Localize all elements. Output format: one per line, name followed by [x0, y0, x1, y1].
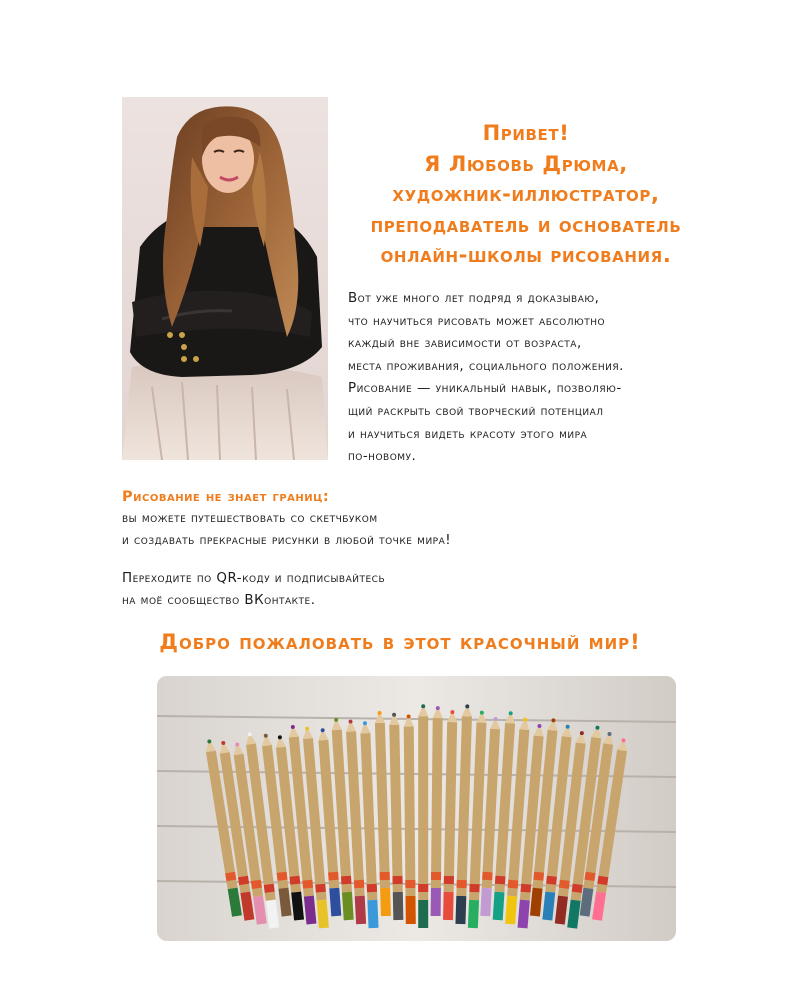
portrait-photo: [122, 97, 328, 460]
intro-line: что научиться рисовать может абсолютно: [348, 313, 606, 329]
qr-section: [122, 568, 722, 612]
pencil-stripe: [251, 880, 262, 889]
pencil-stripe: [457, 880, 467, 888]
pencil-stripe: [277, 872, 288, 881]
pencil-color-band: [355, 896, 366, 924]
pencil-stripe: [354, 880, 364, 889]
pencil-stripe: [559, 880, 570, 889]
borders-line: вы можете путешествовать со скетчбуком: [122, 511, 378, 526]
pencil-color-band: [329, 888, 341, 917]
pencil-stripe: [533, 872, 544, 881]
borders-section: [122, 486, 722, 552]
pencil-stripe: [546, 876, 557, 885]
greeting-line: Я Любовь Дрюма,: [424, 151, 628, 176]
pencil-color-band: [406, 896, 416, 924]
pencil-color-band: [443, 892, 454, 920]
pencil-body: [404, 726, 416, 896]
pencil-color-band: [455, 896, 466, 924]
pencil-color-band: [480, 888, 491, 916]
portrait-illustration: [122, 97, 328, 460]
greeting-heading: [340, 118, 712, 271]
intro-line: Вот уже много лет подряд я доказываю,: [348, 291, 600, 306]
pencil-stripe: [572, 884, 583, 893]
pencil: [418, 704, 428, 928]
pencil-stripe: [289, 876, 300, 885]
intro-line: и научиться видеть красоту этого мира: [348, 426, 588, 442]
pencil-stripe: [418, 884, 428, 892]
greeting-line: Привет!: [482, 121, 570, 145]
pencil-stripe: [469, 884, 479, 892]
pencil-stripe: [238, 876, 249, 885]
pencil-stripe: [431, 872, 441, 880]
intro-line: по-новому.: [348, 449, 417, 465]
pencil-stripe: [225, 872, 236, 881]
pencil-color-band: [367, 900, 378, 928]
pencils-photo: [157, 676, 676, 941]
pencil-stripe: [482, 872, 492, 881]
pencil-color-band: [380, 888, 391, 916]
pencil-stripe: [341, 876, 351, 885]
pencil-lead: [421, 704, 425, 708]
intro-paragraph: [348, 288, 708, 469]
pencil-stripe: [495, 876, 505, 885]
borders-heading: Рисование не знает границ:: [122, 489, 330, 505]
pencil-color-band: [468, 900, 479, 928]
pencil-stripe: [380, 872, 390, 880]
qr-line: Переходите по QR-коду и подписывайтесь: [122, 571, 386, 586]
greeting-line: преподаватель и основатель: [370, 212, 682, 237]
pencil-color-band: [393, 892, 404, 920]
pencil-stripe: [521, 884, 532, 893]
pencil-stripe: [264, 884, 275, 893]
pencil-stripe: [597, 876, 608, 885]
pencil-stripe: [585, 872, 596, 881]
pencil-color-band: [493, 892, 505, 921]
pencil-stripe: [315, 884, 326, 893]
pencil-color-band: [431, 888, 441, 916]
pencil-stripe: [508, 880, 519, 889]
qr-line: на моё сообщество ВКонтакте.: [122, 593, 316, 608]
greeting-line: онлайн-школы рисования.: [380, 243, 672, 267]
pencil-body: [418, 716, 428, 900]
pencil-color-band: [418, 900, 428, 928]
pencil-stripe: [328, 872, 339, 881]
borders-line: и создавать прекрасные рисунки в любой точке мира!: [122, 533, 452, 548]
pencil-stripe: [444, 876, 454, 884]
intro-line: щий раскрыть свой творческий потенциал: [348, 403, 604, 419]
pencil-color-band: [505, 896, 517, 925]
pencil-stripe: [392, 876, 402, 884]
intro-line: Рисование — уникальный навык, позволяю-: [348, 381, 622, 397]
pencil-stripe: [302, 880, 313, 889]
greeting-line: художник-иллюстратор,: [392, 182, 660, 206]
pencil-stripe: [405, 880, 415, 888]
intro-line: места проживания, социального положения.: [348, 358, 624, 374]
pencil-stripe: [367, 884, 377, 892]
intro-line: каждый вне зависимости от возраста,: [348, 336, 582, 352]
pencil-color-band: [342, 892, 354, 921]
pencils-illustration: [157, 676, 676, 941]
pencil-body: [431, 718, 443, 888]
welcome-heading: Добро пожаловать в этот красочный мир!: [159, 630, 641, 654]
